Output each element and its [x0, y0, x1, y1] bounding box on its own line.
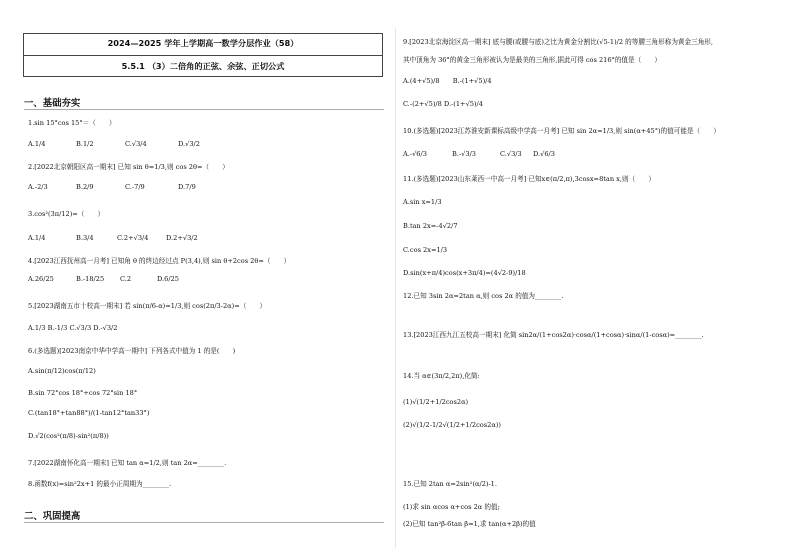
q3-option-b: B.3/4 — [76, 234, 94, 242]
question-9-line1: 9.[2023北京海淀区高一期末] 底与腰(或腰与底)之比为黄金分割比(√5-1)/2 的等腰三角形称为黄金三角形, — [403, 38, 713, 46]
page-title: 2024—2025 学年上学期高一数学分层作业（58） — [107, 38, 299, 48]
question-8: 8.函数f(x)=sin²2x+1 的最小正周期为________. — [28, 480, 172, 488]
q1-option-b: B.1/2 — [76, 140, 94, 148]
q1-option-d: D.√3/2 — [178, 140, 200, 148]
q4-option-b: B.-18/25 — [76, 275, 105, 283]
q14-part-1: (1)√(1/2+1/2cos2α) — [403, 398, 469, 406]
q2-option-d: D.7/9 — [178, 183, 196, 191]
question-7: 7.[2022湖南怀化高一期末] 已知 tan α=1/2,则 tan 2α=________. — [28, 459, 227, 467]
lesson-subtitle: 5.5.1 （3）二倍角的正弦、余弦、正切公式 — [121, 61, 285, 71]
question-4: 4.[2023江西抚州高一月考] 已知角 θ 的终边经过点 P(3,4),则 sin θ+2cos 2θ=（ ） — [28, 257, 291, 265]
q14-part-2: (2)√(1/2-1/2√(1/2+1/2cos2α)) — [403, 421, 501, 429]
question-9-line2: 其中顶角为 36°的黄金三角形被认为是最美的三角形,据此可得 cos 216°的值是（ ） — [403, 56, 661, 64]
question-15: 15.已知 2tan α=2sin²(α/2)-1. — [403, 480, 497, 488]
q5-options: A.1/3 B.-1/3 C.√3/3 D.-√3/2 — [28, 324, 118, 332]
question-3: 3.cos²(3π/12)=（ ） — [28, 210, 105, 218]
q15-part-2: (2)已知 tan²β-6tan β=1,求 tan(α+2β)的值 — [403, 520, 536, 528]
q10-option-d: D.√6/3 — [533, 150, 555, 158]
q2-option-a: A.-2/3 — [28, 183, 48, 191]
q4-option-d: D.6/25 — [157, 275, 179, 283]
q6-option-d: D.√2(cos²(π/8)-sin²(π/8)) — [28, 432, 109, 440]
q2-option-b: B.2/9 — [76, 183, 94, 191]
question-1: 1.sin 15°cos 15°＝（ ） — [28, 119, 116, 127]
q11-option-a: A.sin x=1/3 — [403, 198, 442, 206]
q9-options-cd: C.-(2+√5)/8 D.-(1+√5)/4 — [403, 100, 483, 108]
q15-part-1: (1)求 sin αcos α+cos 2α 的值; — [403, 503, 500, 511]
q4-option-c: C.2 — [120, 275, 132, 283]
q6-option-b: B.sin 72°cos 18°+cos 72°sin 18° — [28, 389, 138, 397]
question-2: 2.[2022北京朝阳区高一期末] 已知 sin θ=1/3,则 cos 2θ=（ ） — [28, 163, 229, 171]
header-divider — [24, 55, 382, 56]
section-improve-heading: 二、巩固提高 — [24, 511, 81, 522]
q11-option-c: C.cos 2x=1/3 — [403, 246, 448, 254]
q10-option-c: C.√3/3 — [500, 150, 522, 158]
section-rule — [24, 109, 384, 110]
q2-option-c: C.-7/9 — [125, 183, 145, 191]
q1-option-a: A.1/4 — [28, 140, 46, 148]
question-13: 13.[2023江西九江五校高一期末] 化简 sin2α/(1+cos2α)·cosα/(1+cosα)·sinα/(1-cosα)=________. — [403, 331, 704, 339]
question-6: 6.(多选题)[2023南京中华中学高一期中] 下列各式中值为 1 的是( ) — [28, 347, 236, 355]
question-5: 5.[2023湖南五市十校高一期末] 若 sin(π/6-α)=1/3,则 cos(2π/3-2α)=（ ） — [28, 302, 267, 310]
q6-option-a: A.sin(π/12)cos(π/12) — [28, 367, 96, 375]
question-10: 10.(多选题)[2023江苏淮安新课标高级中学高一月考] 已知 sin 2α=1/3,则 sin(α+45°)的值可能是（ ） — [403, 127, 720, 135]
q10-option-a: A.-√6/3 — [403, 150, 427, 158]
q3-option-c: C.2+√3/4 — [117, 234, 149, 242]
q3-option-d: D.2+√3/2 — [166, 234, 198, 242]
question-11: 11.(多选题)[2023山东莱西一中高一月考] 已知x∈(π/2,π),3cosx=8tan x,则（ ） — [403, 175, 655, 183]
section-rule — [24, 522, 384, 523]
q3-option-a: A.1/4 — [28, 234, 46, 242]
q6-option-c: C.(tan18°+tan88°)/(1-tan12°tan33°) — [28, 409, 150, 417]
q10-option-b: B.-√3/3 — [452, 150, 476, 158]
q9-options-ab: A.(4+√5)/8 B.-(1+√5)/4 — [403, 77, 492, 85]
q11-option-b: B.tan 2x=-4√2/7 — [403, 222, 458, 230]
q1-option-c: C.√3/4 — [125, 140, 147, 148]
q4-option-a: A.26/25 — [28, 275, 54, 283]
q11-option-d: D.sin(x+π/4)cos(x+3π/4)=(4√2-9)/18 — [403, 269, 526, 277]
question-12: 12.已知 3sin 2α=2tan α,则 cos 2α 的值为________. — [403, 292, 564, 300]
section-basic-heading: 一、基础夯实 — [24, 98, 81, 109]
header-box — [23, 33, 383, 77]
column-divider — [395, 28, 396, 548]
question-14: 14.当 α∈(3π/2,2π),化简: — [403, 372, 480, 380]
